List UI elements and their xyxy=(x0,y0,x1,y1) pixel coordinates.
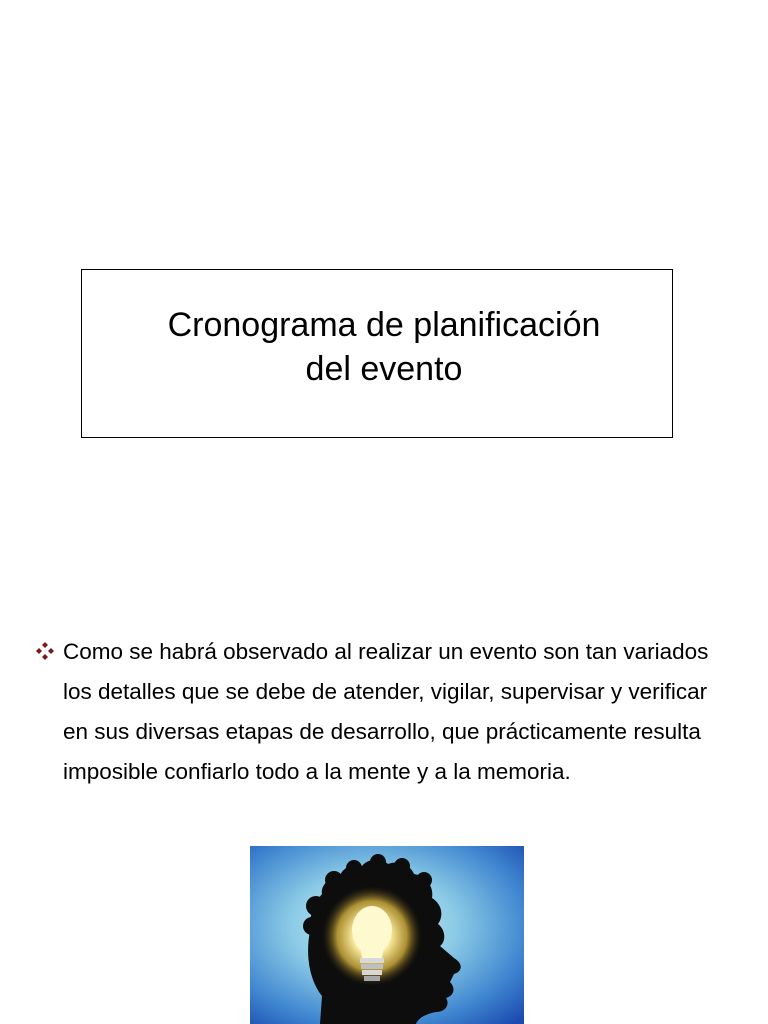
lightbulb-head-image xyxy=(250,846,524,1024)
four-diamond-bullet-icon xyxy=(34,640,56,662)
bullet-text: Como se habrá observado al realizar un evento son tan variados los detalles que se debe de atender, vigilar, supervisar y verificar en sus diversas etapas de desarrollo, que prácticamente resulta imposible confiarlo todo a la mente y a la memoria. xyxy=(63,639,709,784)
slide-title: Cronograma de planificación del evento xyxy=(167,306,601,388)
